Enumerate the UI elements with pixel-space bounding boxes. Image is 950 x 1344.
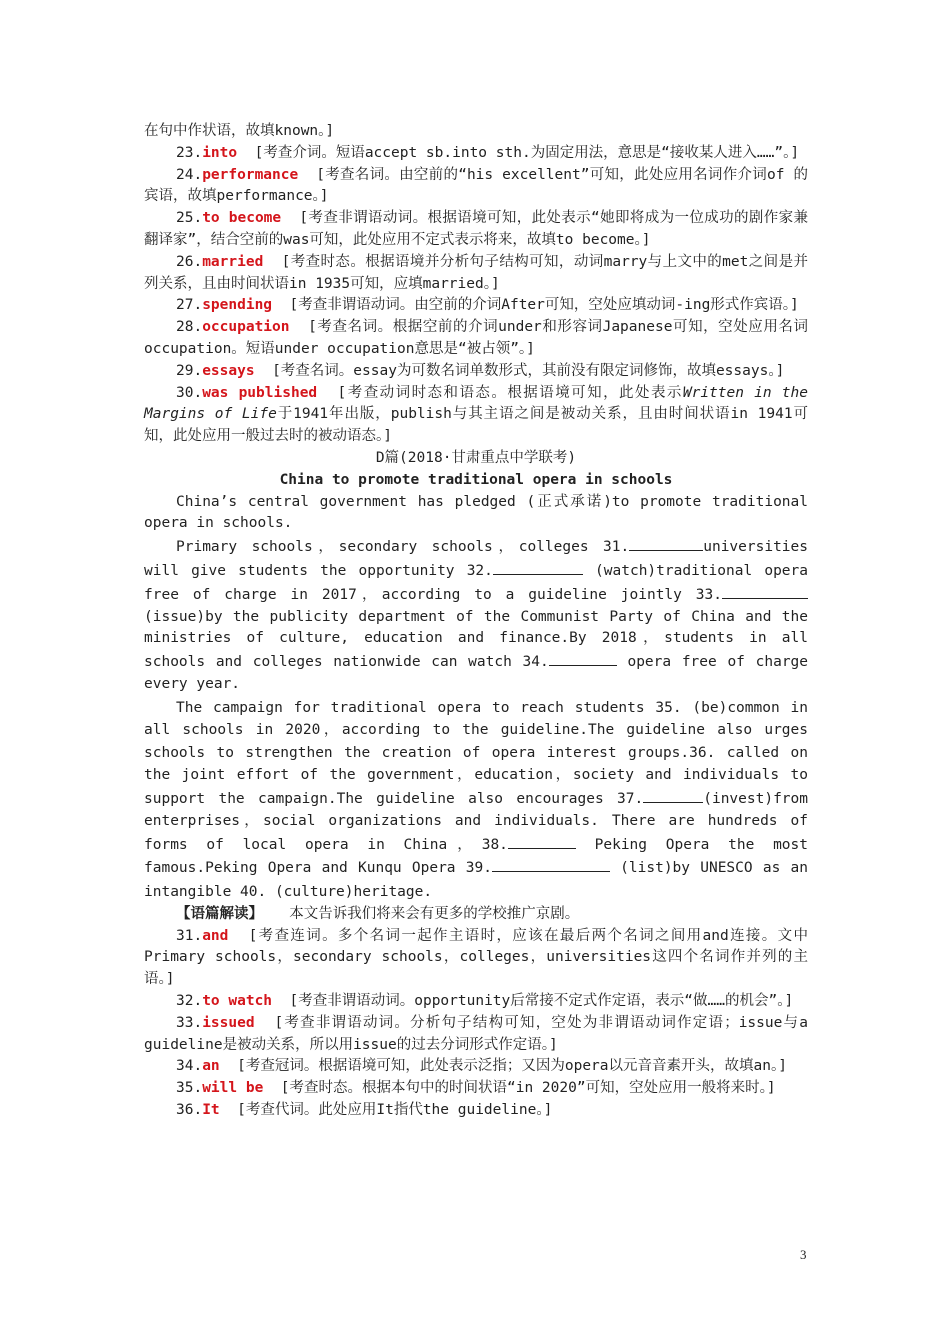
answer-number: 28. [176,319,203,336]
passage-paragraph-3 [144,696,808,904]
blank-39[interactable] [492,856,610,872]
answer-number: 23. [176,144,203,161]
blank-31[interactable] [629,535,703,551]
answer-word: into [202,144,238,161]
blank-38[interactable] [508,833,576,849]
answer-word: and [202,927,229,944]
answer-explanation: [考查名词。essay为可数名词单数形式，其前没有限定词修饰，故填essays。] [272,362,785,379]
answer-explanation: [考查代词。此处应用It指代the guideline。] [237,1102,553,1119]
answer-number: 32. [176,993,203,1010]
passage-text: (list)by UNESCO as an intangible 40. [144,860,808,901]
answer-explanation: [考查介词。短语accept sb.into sth.为固定用法，意思是“接收某人进入……”。] [254,144,800,161]
answer-item [144,317,808,361]
passage-text: (invest)from enterprises，social organizations and individuals. There are hundreds of forms of local opera in China，38. [144,790,808,853]
answer-explanation: [考查时态。根据语境并分析句子结构可知，动词marry与上文中的met之间是并列关系，且由时间状语in 1935可知，应填married。] [144,253,808,292]
passage-text: Primary schools，secondary schools，colleges 31. [176,539,630,556]
answer-number: 25. [176,210,203,227]
answer-explanation: [考查冠词。根据语境可知，此处表示泛指；又因为opera以元音音素开头，故填an。] [237,1058,787,1075]
answer-explanation: [考查名词。根据空前的介词under和形容词Japanese可知，空处应用名词occupation。短语under occupation意思是“被占领”。] [144,319,808,357]
answer-explanation: [考查非谓语动词。分析句子结构可知，空处为非谓语动词作定语；issue与a guideline是被动关系，所以用issue的过去分词形式作定语。] [144,1014,808,1053]
answer-number: 36. [176,1102,203,1119]
passage-text: Peking Opera the most famous.Peking Opera and Kunqu Opera 39. [144,836,808,877]
answer-explanation: [考查非谓语动词。opportunity后常接不定式作定语，表示“做……的机会”。] [289,993,794,1010]
passage-paragraph-2 [144,535,808,696]
answer-explanation: [考查名词。由空前的“his excellent”可知，此处应用名词作介词of 的宾语，故填performance。] [144,166,808,205]
answer-item [144,165,808,209]
answer-explanation: [考查非谓语动词。由空前的介词After可知，空处应填动词-ing形式作宾语。] [289,297,799,314]
blank-34[interactable] [549,650,617,666]
answer-item [144,1078,808,1100]
answer-word: was published [202,384,318,401]
passage-text: (watch)traditional opera free of charge in 2017，according to a guideline jointly 33. [144,562,808,603]
answer-number: 33. [176,1014,203,1031]
blank-32[interactable] [493,559,583,575]
answer-item [144,295,808,317]
answer-item [144,1013,808,1057]
passage-text: opera free of charge every year. [144,654,809,692]
answer-list-d [144,926,808,1122]
answer-item [144,143,808,165]
answer-number: 24. [176,166,203,183]
reading-summary [144,904,808,926]
answer-word: essays [202,362,255,379]
answer-explanation: [考查时态。根据本句中的时间状语“in 2020”可知，空处应用一般将来时。] [280,1080,776,1097]
answer-item [144,361,808,383]
page-content [144,121,808,1122]
reading-text: 本文告诉我们将来会有更多的学校推广京剧。 [289,905,580,922]
answer-number: 35. [176,1080,203,1097]
answer-number: 29. [176,362,203,379]
article-title: China to promote traditional opera in schools [279,471,673,488]
passage-text: (culture)heritage. [274,884,433,901]
answer-explanation: [考查动词时态和语态。根据语境可知，此处表示 [337,384,683,401]
passage-text: called on the joint effort of the government，education，society and individuals to support the campaign.The guideline also encourages 37. [144,745,808,807]
blank-33[interactable] [722,583,808,599]
passage-paragraph-1: China’s central government has pledged (正式承诺)to promote traditional opera in schools. [144,493,808,532]
answer-item [144,1100,808,1122]
answer-item [144,991,808,1013]
answer-number: 27. [176,297,203,314]
answer-number: 31. [176,927,203,944]
answer-number: 34. [176,1058,203,1075]
answer-explanation: [考查连词。多个名词一起作主语时，应该在最后两个名词之间用and连接。文中Primary schools，secondary schools，colleges，universities这四个名词作并列的主语。] [144,927,808,988]
page-number: 3 [800,1247,807,1262]
answer-number: 30. [176,384,203,401]
answer-word: spending [202,297,273,314]
answer-word: an [202,1058,220,1075]
passage-text: The campaign for traditional opera to reach students 35. [176,699,682,716]
answer-word: occupation [202,319,290,336]
reading-label: 【语篇解读】 [176,905,263,922]
answer-item-30 [144,383,808,448]
passage-text: (be)common in all schools in 2020，according to the guideline.The guideline also urges schools to strengthen the creation of opera interest groups.36. [144,699,808,762]
answer-item [144,252,808,296]
answer-word: to become [202,210,282,227]
answer-word: to watch [202,993,273,1010]
answer-item [144,926,808,991]
answer-word: will be [202,1080,264,1097]
answer-item [144,208,808,252]
answer-number: 26. [176,253,203,270]
answer-word: married [202,253,264,270]
answer-explanation: [考查非谓语动词。根据语境可知，此处表示“她即将成为一位成功的剧作家兼翻译家”，结合空前的was可知，此处应用不定式表示将来，故填to become。] [144,210,808,248]
passage-text: universities will give students the opportunity 32. [144,539,808,579]
answer-word: issued [202,1014,255,1031]
blank-37[interactable] [643,787,703,803]
passage-text: (issue)by the publicity department of the Communist Party of China and the ministries of culture, education and finance.By 2018，students in all schools and colleges nationwide can watch 34. [144,608,808,671]
answer-explanation-cont: 于1941年出版，publish与其主语之间是被动关系，且由时间状语in 1941可知，此处应用一般过去时的被动语态。] [144,406,808,445]
continued-explanation: 在句中作状语，故填known。] [144,123,335,139]
answer-word: It [202,1102,220,1119]
answer-item [144,1056,808,1078]
book-title: Written in the Margins of Life [144,384,808,423]
answer-list-c [144,143,808,383]
answer-word: performance [202,166,299,183]
section-heading: D篇(2018·甘肃重点中学联考) [375,449,577,466]
